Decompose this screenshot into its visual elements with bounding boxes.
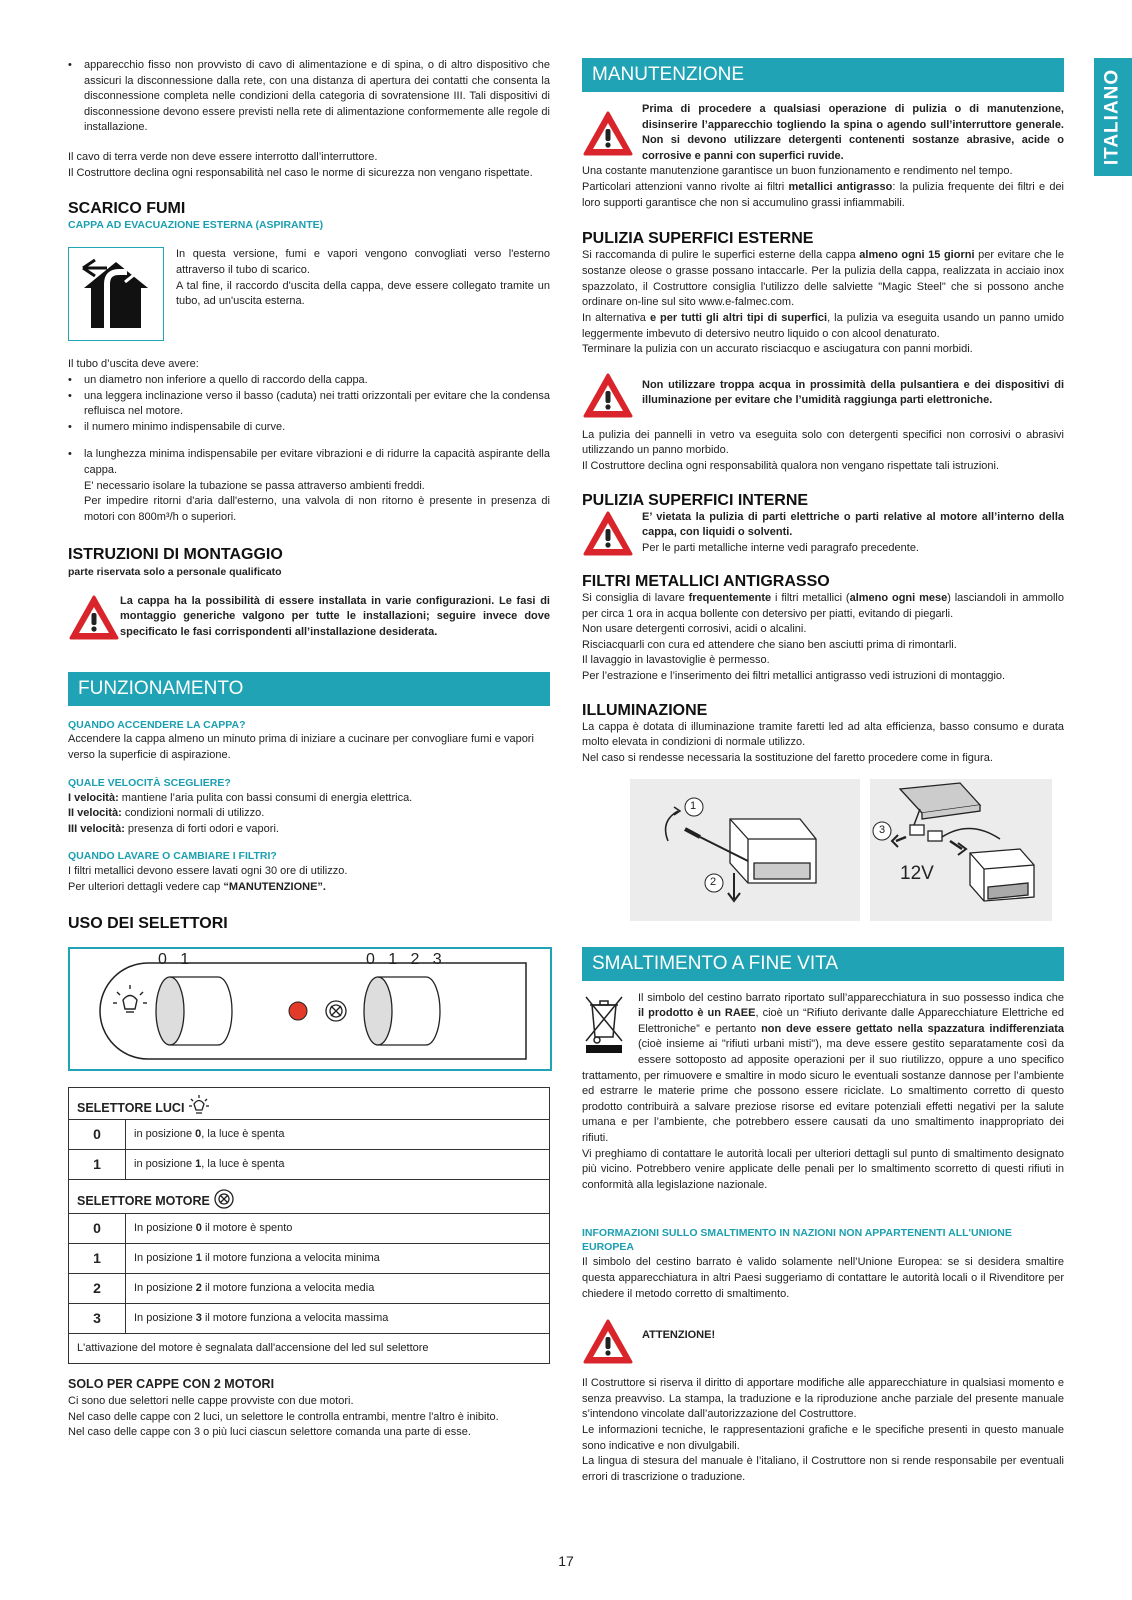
table-row (69, 1334, 550, 1364)
light-bulb-icon (188, 1094, 210, 1116)
position-description: in posizione 1, la luce è spenta (126, 1150, 550, 1180)
paragraph: La pulizia dei pannelli in vetro va eseguita solo con detergenti specifici non corrosivi o abrasivi utilizzando un panno morbido. (582, 428, 1064, 457)
answer-text: I filtri metallici devono essere lavati ogni 30 ore di utilizzo. (68, 865, 348, 878)
paragraph: Per l’estrazione e l’inserimento dei filtri metallici antigrasso vedi istruzioni di montaggio. (582, 669, 1006, 682)
position-description: In posizione 0 il motore è spento (126, 1214, 550, 1244)
section-banner: MANUTENZIONE (582, 58, 1064, 92)
paragraph: Particolari attenzioni vanno rivolte ai filtri metallici antigrasso: la pulizia frequente dei filtri e dei loro supporti garantisce che non si accumulino grassi infiammabili. (582, 181, 1065, 209)
paragraph: Risciacquarli con cura ed attendere che siano ben asciutti prima di rimontarli. (582, 638, 957, 651)
paragraph: Le informazioni tecniche, le rappresentazioni grafiche e le specifiche presenti in questo manuale sono indicative e non divulgabili. (582, 1423, 1064, 1452)
paragraph: Il lavaggio in lavastoviglie è permesso. (582, 654, 770, 667)
section-title: USO DEI SELETTORI (68, 914, 228, 932)
step-number: 3 (879, 823, 886, 836)
paragraph: Nel caso si rendesse necessaria la sostituzione del faretto procedere come in figura. (582, 751, 993, 764)
position-key: 1 (69, 1244, 126, 1274)
position-description: in posizione 0, la luce è spenta (126, 1120, 550, 1150)
section-title: PULIZIA SUPERFICI ESTERNE (582, 230, 814, 248)
table-footer: L'attivazione del motore è segnalata dall'accensione del led sul selettore (69, 1334, 550, 1364)
table-row (69, 1274, 550, 1304)
paragraph: Nel caso delle cappe con 2 luci, un selettore le controlla entrambi, mentre l'altro è inibito. (68, 1410, 499, 1423)
voltage-label: 12V (900, 862, 934, 884)
led-replacement-figure (630, 779, 1064, 921)
position-key: 0 (69, 1214, 126, 1244)
fan-icon (213, 1188, 235, 1210)
answer-text: Accendere la cappa almeno un minuto prima di iniziare a cucinare per convogliare fumi e vapori verso la superficie di aspirazione. (68, 733, 534, 762)
left-column (68, 58, 550, 1441)
paragraph: Il Costruttore si riserva il diritto di apportare modifiche alle apparecchiature in qualsiasi momento e senza preavviso. La stampa, la traduzione e la riproduzione anche parziale del presente manuale s’intendono vincolate dall’autorizzazione del Costruttore. (582, 1377, 1064, 1421)
paragraph: Il simbolo del cestino barrato riportato sull’apparecchiatura in suo possesso indica che il prodotto è un RAEE, cioè un “Rifiuto derivante dalle Apparecchiature Elettriche ed Elettroniche” e pertanto non deve essere gettato nella spazzatura indifferenziata (cioè insieme ai "rifiuti urbani misti"), ma deve essere gestito separatamente così da essere sottoposto ad apposite operazioni per il suo riutilizzo, oppure a uno specifico trattamento, per rimuovere e smaltire in modo sicuro le eventuali sostanze dannose per l’ambiente ed estrarre le materie prime che possono essere riciclate. Lo smaltimento corretto di questo prodotto contribuirà a salvare preziose risorse ed evitare potenziali effetti negativi per la salute umana e per l’ambiente, che potrebbero essere causati da uno smaltimento inappropriato dei rifiuti. (582, 991, 1064, 1145)
house-duct-icon (68, 247, 164, 341)
position-description: In posizione 1 il motore funziona a velocita minima (126, 1244, 550, 1274)
warning-icon (582, 1318, 634, 1366)
motor-selector-table (68, 1213, 550, 1364)
list-item: • un diametro non inferiore a quello di raccordo della cappa. (68, 373, 550, 389)
table-row (69, 1214, 550, 1244)
step-number: 1 (690, 799, 697, 812)
warning-block (582, 372, 1064, 420)
paragraph: Non usare detergenti corrosivi, acidi o alcalini. (582, 623, 807, 636)
evacuation-text: In questa versione, fumi e vapori vengono convogliati verso l'esterno attraverso il tubo di scarico. (176, 248, 550, 276)
light-scale: 0 1 (158, 950, 190, 968)
language-tab (1094, 58, 1132, 176)
selector-table (68, 1087, 550, 1365)
light-selector-table (68, 1119, 550, 1180)
section-banner: FUNZIONAMENTO (68, 672, 550, 706)
warning-block (68, 594, 550, 642)
paragraph: Una costante manutenzione garantisce un buon funzionamento e rendimento nel tempo. (582, 165, 1013, 178)
list-item: • una leggera inclinazione verso il basso (caduta) nei tratti orizzontali per evitare che la condensa refluisca nel motore. (68, 389, 550, 420)
section-subtitle: parte riservata solo a personale qualificato (68, 565, 282, 578)
crossed-bin-icon (582, 993, 626, 1055)
paragraph: Si raccomanda di pulire le superfici esterne della cappa almeno ogni 15 giorni per evitare che le sostanze oleose o grasse possano intaccarle. Per la pulizia della cappa, realizzata in acciaio inox spazzolato, il Costruttore consiglia l'utilizzo delle salviette "Magic Steel" che si possono anche ordinare on-line sul sito www.e-falmec.com. (582, 249, 1064, 309)
section-title: ISTRUZIONI DI MONTAGGIO (68, 546, 283, 564)
section-title: SCARICO FUMI (68, 200, 186, 218)
motor-scale: 0 1 2 3 (366, 950, 442, 968)
speed-line: II velocità: condizioni normali di utilizzo. (68, 807, 265, 820)
position-key: 0 (69, 1120, 126, 1150)
duct-intro: Il tubo d’uscita deve avere: (68, 358, 199, 371)
section-title: ILLUMINAZIONE (582, 701, 708, 719)
position-description: In posizione 2 il motore funziona a velocita media (126, 1274, 550, 1304)
evacuation-text: A tal fine, il raccordo d'uscita della cappa, deve essere collegato tramite un tubo, ad un'uscita esterna. (176, 279, 550, 308)
warning-text: ATTENZIONE! (642, 1329, 716, 1342)
question-heading: QUANDO ACCENDERE LA CAPPA? (68, 718, 246, 731)
weee-block (582, 991, 1064, 1194)
table-row (69, 1120, 550, 1150)
speed-line: III velocità: presenza di forti odori e vapori. (68, 822, 279, 835)
paragraph: Nel caso delle cappe con 3 o più luci ciascun selettore comanda una parte di esse. (68, 1426, 471, 1439)
intro-bullet: • apparecchio fisso non provvisto di cavo di alimentazione e di spina, o di altro dispositivo che assicuri la disconnessione dalla rete, con una distanza di apertura dei contatti che consenta la disconnessione completa nelle condizioni della categoria di sovratensione III. Tali dispositivi di disconnessione devono essere previsti nella rete di alimentazione conformemente alle regole di installazione. (68, 58, 550, 136)
paragraph: Terminare la pulizia con un accurato risciacquo e asciugatura con panni morbidi. (582, 343, 973, 356)
section-banner: SMALTIMENTO A FINE VITA (582, 947, 1064, 981)
paragraph: Il Costruttore declina ogni responsabilità qualora non vengano rispettate tali istruzioni. (582, 459, 1000, 472)
question-heading: QUALE VELOCITÀ SCEGLIERE? (68, 776, 231, 789)
language-label: ITALIANO (1101, 68, 1123, 166)
warning-block (582, 102, 1064, 164)
intro-paragraph: Il Costruttore declina ogni responsabilità nel caso le norme di sicurezza non vengano rispettate. (68, 166, 533, 179)
motor-selector-heading: SELETTORE MOTORE (68, 1180, 550, 1213)
warning-icon (582, 372, 634, 420)
info-heading: INFORMAZIONI SULLO SMALTIMENTO IN NAZIONI NON APPARTENENTI ALL'UNIONE EUROPEA (582, 1226, 1012, 1254)
paragraph: In alternativa e per tutti gli altri tipi di superfici, la pulizia va eseguita usando un panno umido leggermente imbevuto di detersivo neutro liquido o con alcool denaturato. (582, 311, 1064, 340)
list-item: • il numero minimo indispensabile di curve. (68, 420, 550, 436)
table-row (69, 1244, 550, 1274)
warning-text: La cappa ha la possibilità di essere installata in varie configurazioni. Le fasi di montaggio generiche valgono per tutte le installazioni; seguire invece dove specificato le fasi corrispondenti all’installazione desiderata. (120, 594, 550, 638)
paragraph: Vi preghiamo di contattare le autorità locali per ulteriori dettagli sul punto di smaltimento designato più vicino. Potrebbero venire applicate delle penali per lo smaltimento scorretto di questi rifiuti in conformità alla legislazione nazionale. (582, 1147, 1064, 1191)
led-connector-panel (870, 779, 1052, 921)
list-item-text: Per impedire ritorni d'aria dall'esterno, una valvola di non ritorno è presente in presenza di motori con 800m³/h o superiori. (84, 495, 550, 523)
warning-block (582, 510, 1064, 558)
right-column (582, 58, 1064, 1485)
section-title: PULIZIA SUPERFICI INTERNE (582, 491, 809, 509)
warning-text: Prima di procedere a qualsiasi operazione di pulizia o di manutenzione, disinserire l’apparecchio togliendo la spina o agendo sull’interruttore generale. Non si devono utilizzare detergenti contenenti sostanze abrasive, acide o corrosive e panni con superfici ruvide. (642, 103, 1064, 162)
list-item-text: E' necessario isolare la tubazione se passa attraverso ambienti freddi. (84, 479, 425, 492)
paragraph: Ci sono due selettori nelle cappe provviste con due motori. (68, 1394, 354, 1407)
intro-paragraph: Il cavo di terra verde non deve essere interrotto dall’interruttore. (68, 151, 378, 164)
duct-requirements (68, 373, 550, 435)
warning-block (582, 1318, 1064, 1366)
section-title: FILTRI METALLICI ANTIGRASSO (582, 572, 830, 590)
selector-diagram (68, 947, 552, 1071)
evacuation-block (68, 247, 550, 341)
list-item (68, 447, 550, 525)
warning-icon (582, 510, 634, 558)
paragraph: Per le parti metalliche interne vedi paragrafo precedente. (642, 541, 919, 554)
position-description: In posizione 3 il motore funziona a velocita massima (126, 1304, 550, 1334)
table-row (69, 1150, 550, 1180)
warning-text: E’ vietata la pulizia di parti elettriche o parti relative al motore all’interno della cappa, con liquidi o solventi. (642, 510, 1064, 539)
paragraph: La cappa è dotata di illuminazione tramite faretti led ad alta efficienza, basso consumo e durata molto elevata in condizioni di normale utilizzo. (582, 720, 1064, 749)
position-key: 1 (69, 1150, 126, 1180)
position-key: 3 (69, 1304, 126, 1334)
warning-icon (582, 110, 634, 158)
list-item-text: la lunghezza minima indispensabile per evitare vibrazioni e di ridurre la capacità aspirante della cappa. (84, 448, 550, 477)
question-heading: QUANDO LAVARE O CAMBIARE I FILTRI? (68, 850, 277, 863)
section-subtitle: CAPPA AD EVACUAZIONE ESTERNA (ASPIRANTE) (68, 219, 324, 232)
speed-line: I velocità: mantiene l’aria pulita con bassi consumi di energia elettrica. (68, 791, 413, 804)
paragraph: La lingua di stesura del manuale è l’italiano, il Costruttore non si rende responsabile per eventuali errori di trascrizione o traduzione. (582, 1455, 1064, 1483)
paragraph: Si consiglia di lavare frequentemente i filtri metallici (almeno ogni mese) lasciandoli in ammollo per circa 1 ora in acqua bollente con detersivo per piatti, evitando di piegarli. (582, 591, 1064, 620)
answer-text: Per ulteriori dettagli vedere cap “MANUTENZIONE”. (68, 880, 326, 893)
duct-requirements-extra (68, 447, 550, 525)
warning-text: Non utilizzare troppa acqua in prossimità della pulsantiera e dei dispositivi di illuminazione per evitare che l’umidità raggiunga parti elettroniche. (642, 378, 1064, 407)
paragraph: Il simbolo del cestino barrato è valido solamente nell’Unione Europea: se si desidera smaltire questa apparecchiatura in altri Paesi suggeriamo di contattare le autorità locali o il Rivenditore per chiedere il metodo corretto di smaltimento. (582, 1256, 1064, 1300)
table-row (69, 1304, 550, 1334)
warning-icon (68, 594, 120, 642)
intro-list (68, 58, 550, 136)
light-selector-heading: SELETTORE LUCI (68, 1088, 550, 1120)
page-number: 17 (558, 1553, 574, 1569)
step-number: 2 (710, 875, 717, 888)
led-removal-panel (630, 779, 860, 921)
section-title: SOLO PER CAPPE CON 2 MOTORI (68, 1377, 275, 1392)
position-key: 2 (69, 1274, 126, 1304)
